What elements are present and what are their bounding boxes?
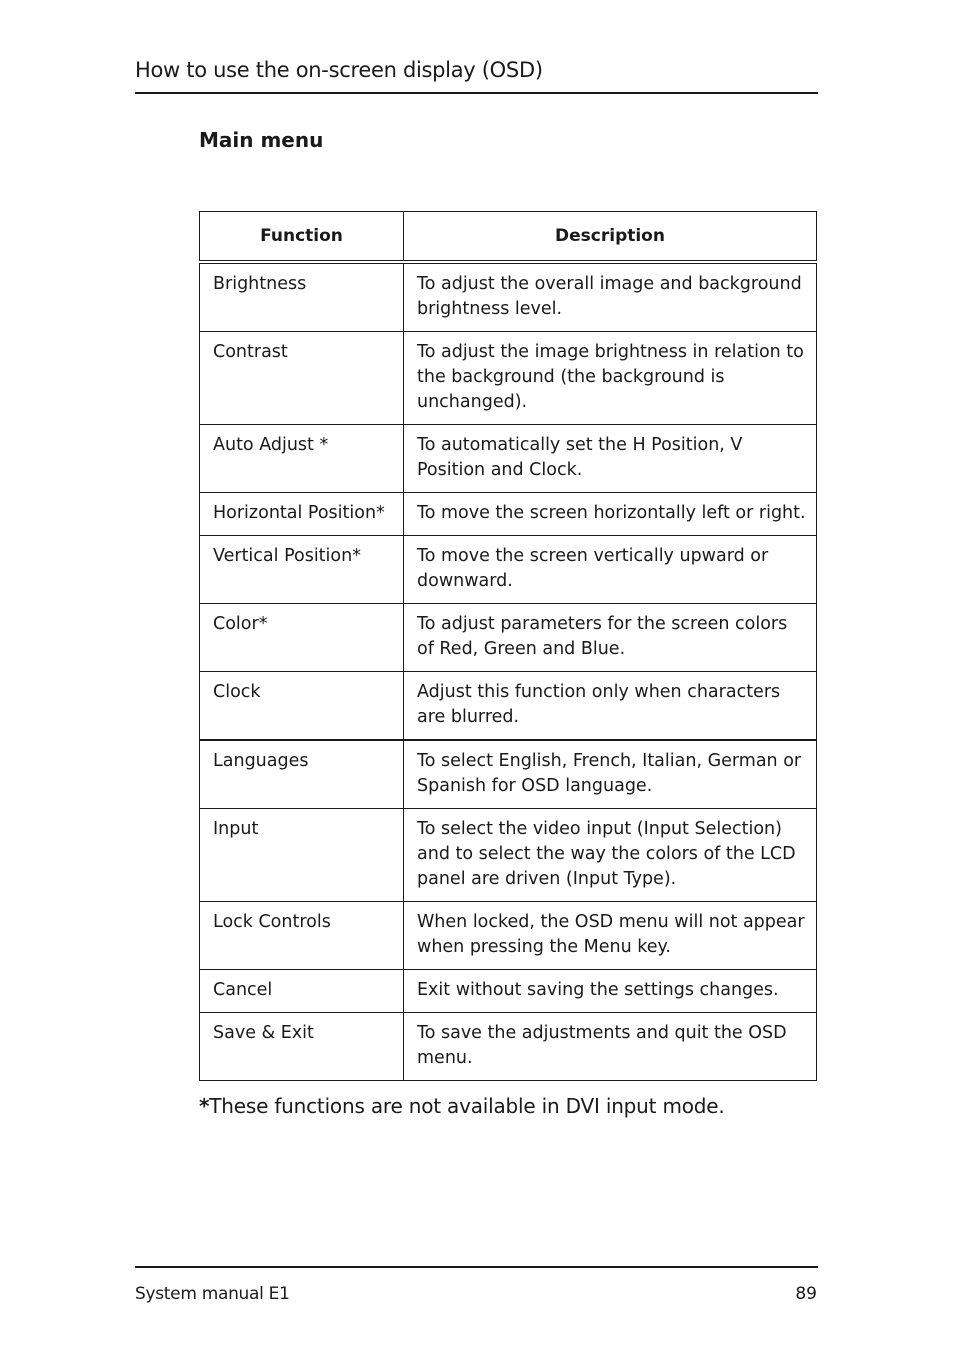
footer-manual-title: System manual E1 [135,1284,290,1304]
description-cell: To save the adjustments and quit the OSD menu. [404,1013,817,1081]
footnote [199,1094,725,1118]
description-cell: Exit without saving the settings changes. [404,970,817,1013]
function-cell: Vertical Position* [200,536,404,604]
function-cell: Horizontal Position* [200,493,404,536]
table-row [200,809,817,902]
function-cell: Contrast [200,332,404,425]
footnote-text: These functions are not available in DVI input mode. [209,1094,725,1118]
header-divider [135,92,818,94]
function-cell: Lock Controls [200,902,404,970]
function-cell: Brightness [200,262,404,332]
footer-divider [135,1266,818,1268]
description-cell: To move the screen vertically upward or downward. [404,536,817,604]
main-menu-table [199,211,817,1081]
function-cell: Input [200,809,404,902]
table-row [200,536,817,604]
function-cell: Auto Adjust * [200,425,404,493]
description-cell: To adjust the overall image and background brightness level. [404,262,817,332]
function-cell: Clock [200,672,404,741]
table-row [200,493,817,536]
table-row [200,604,817,672]
description-cell: To adjust the image brightness in relation to the background (the background is unchanged). [404,332,817,425]
table-row [200,332,817,425]
table-row [200,672,817,741]
table-row [200,902,817,970]
column-header-function: Function [200,212,404,263]
function-cell: Languages [200,740,404,809]
function-cell: Cancel [200,970,404,1013]
table-row [200,425,817,493]
description-cell: To move the screen horizontally left or right. [404,493,817,536]
footnote-marker: * [199,1094,210,1118]
table-row [200,740,817,809]
description-cell: To adjust parameters for the screen colors of Red, Green and Blue. [404,604,817,672]
table-row [200,970,817,1013]
table-row [200,262,817,332]
description-cell: To select English, French, Italian, German or Spanish for OSD language. [404,740,817,809]
column-header-description: Description [404,212,817,263]
page-number: 89 [795,1284,817,1304]
description-cell: To automatically set the H Position, V Position and Clock. [404,425,817,493]
table-header-row [200,212,817,263]
description-cell: Adjust this function only when characters are blurred. [404,672,817,741]
function-cell: Color* [200,604,404,672]
section-heading: Main menu [199,128,324,152]
table-row [200,1013,817,1081]
description-cell: When locked, the OSD menu will not appear when pressing the Menu key. [404,902,817,970]
page-header-title: How to use the on-screen display (OSD) [135,58,543,82]
function-cell: Save & Exit [200,1013,404,1081]
description-cell: To select the video input (Input Selection) and to select the way the colors of the LCD panel are driven (Input Type). [404,809,817,902]
